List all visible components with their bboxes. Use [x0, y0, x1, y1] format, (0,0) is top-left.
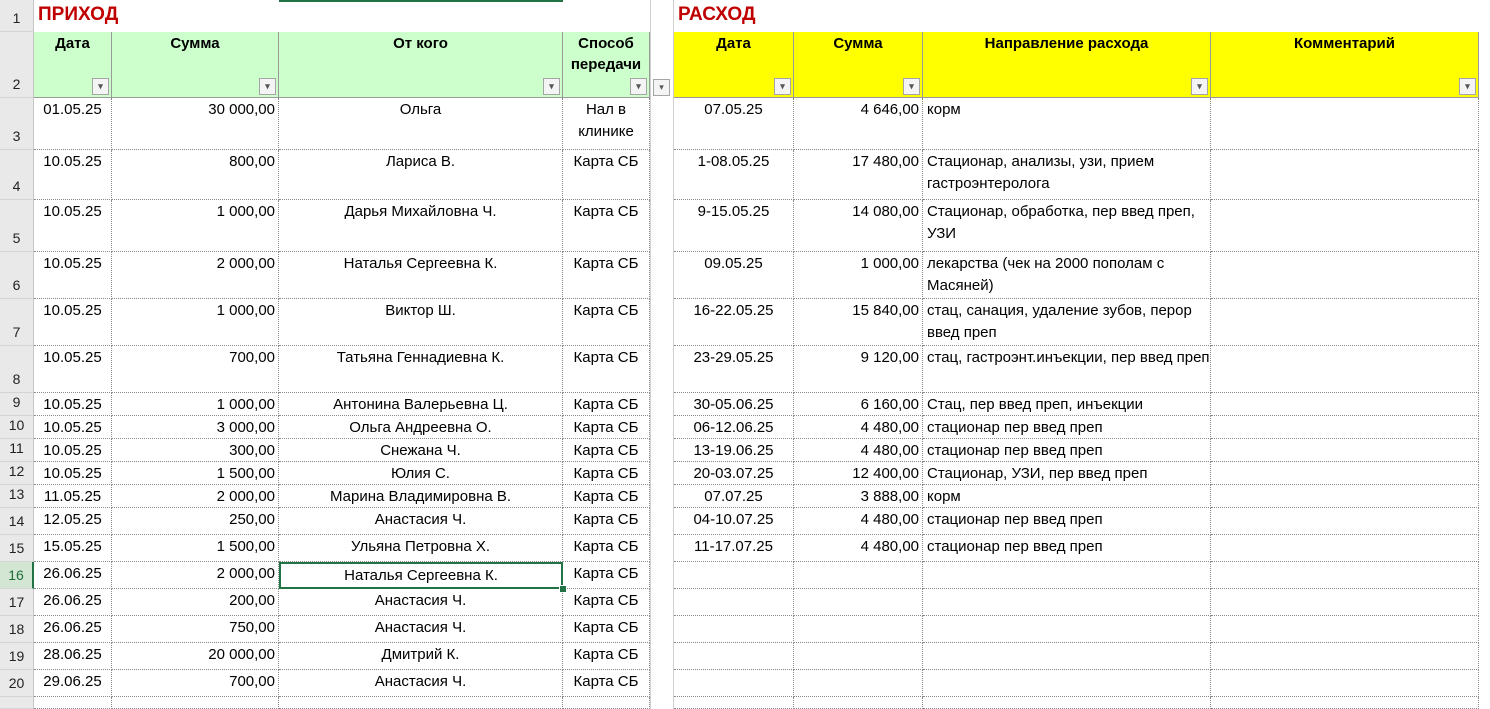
- expense-cell[interactable]: 1-08.05.25: [674, 150, 794, 200]
- expense-cell[interactable]: стационар пер введ преп: [923, 416, 1211, 439]
- expense-cell[interactable]: 4 480,00: [794, 439, 923, 462]
- filter-dropdown-icon[interactable]: ▾: [774, 78, 791, 95]
- row-header[interactable]: 13: [0, 485, 34, 508]
- income-cell[interactable]: [34, 697, 112, 709]
- expense-cell[interactable]: [1211, 697, 1479, 709]
- expense-cell[interactable]: [923, 562, 1211, 589]
- income-cell[interactable]: Ольга: [279, 98, 563, 150]
- income-cell[interactable]: Юлия С.: [279, 462, 563, 485]
- income-cell[interactable]: Дмитрий К.: [279, 643, 563, 670]
- income-cell[interactable]: Анастасия Ч.: [279, 670, 563, 697]
- expense-cell[interactable]: [674, 616, 794, 643]
- income-cell[interactable]: 10.05.25: [34, 439, 112, 462]
- expense-cell[interactable]: [923, 616, 1211, 643]
- expense-cell[interactable]: 6 160,00: [794, 393, 923, 416]
- income-cell[interactable]: 10.05.25: [34, 416, 112, 439]
- income-cell[interactable]: 1 500,00: [112, 535, 279, 562]
- expense-cell[interactable]: 4 480,00: [794, 508, 923, 535]
- expense-cell[interactable]: [674, 643, 794, 670]
- income-cell[interactable]: Анастасия Ч.: [279, 616, 563, 643]
- expense-cell[interactable]: [1211, 252, 1479, 299]
- expense-cell[interactable]: 4 480,00: [794, 535, 923, 562]
- income-cell[interactable]: 200,00: [112, 589, 279, 616]
- income-cell[interactable]: 700,00: [112, 670, 279, 697]
- income-cell[interactable]: Ольга Андреевна О.: [279, 416, 563, 439]
- income-cell[interactable]: 30 000,00: [112, 98, 279, 150]
- filter-dropdown-icon[interactable]: ▾: [1191, 78, 1208, 95]
- column-gap: [650, 0, 674, 709]
- expense-cell[interactable]: [1211, 416, 1479, 439]
- income-cell[interactable]: Карта СБ: [563, 252, 650, 299]
- expense-cell[interactable]: корм: [923, 98, 1211, 150]
- expense-cell[interactable]: 16-22.05.25: [674, 299, 794, 346]
- income-cell[interactable]: Карта СБ: [563, 670, 650, 697]
- row-header[interactable]: 12: [0, 462, 34, 485]
- expense-cell[interactable]: 11-17.07.25: [674, 535, 794, 562]
- expense-cell[interactable]: лекарства (чек на 2000 пополам с Масяней): [923, 252, 1211, 299]
- filter-dropdown-icon[interactable]: ▾: [1459, 78, 1476, 95]
- expense-cell[interactable]: 06-12.06.25: [674, 416, 794, 439]
- income-cell[interactable]: 2 000,00: [112, 252, 279, 299]
- selected-column-indicator: [279, 0, 563, 2]
- expense-cell[interactable]: [794, 589, 923, 616]
- expense-cell[interactable]: 9 120,00: [794, 346, 923, 393]
- row-header[interactable]: 19: [0, 643, 34, 670]
- income-cell[interactable]: 26.06.25: [34, 562, 112, 589]
- expense-cell[interactable]: [1211, 508, 1479, 535]
- income-cell[interactable]: 10.05.25: [34, 393, 112, 416]
- income-cell[interactable]: Виктор Ш.: [279, 299, 563, 346]
- income-cell[interactable]: Анастасия Ч.: [279, 589, 563, 616]
- income-cell[interactable]: 10.05.25: [34, 200, 112, 252]
- filter-dropdown-icon[interactable]: ▾: [543, 78, 560, 95]
- income-cell[interactable]: Карта СБ: [563, 462, 650, 485]
- expense-cell[interactable]: [923, 589, 1211, 616]
- expense-cell[interactable]: [923, 697, 1211, 709]
- expense-cell[interactable]: [794, 670, 923, 697]
- income-cell[interactable]: 26.06.25: [34, 616, 112, 643]
- row-header[interactable]: 20: [0, 670, 34, 697]
- income-cell[interactable]: Ульяна Петровна Х.: [279, 535, 563, 562]
- fill-handle[interactable]: [559, 585, 567, 593]
- expense-cell[interactable]: 12 400,00: [794, 462, 923, 485]
- expense-cell[interactable]: [1211, 346, 1479, 393]
- expense-cell[interactable]: 15 840,00: [794, 299, 923, 346]
- expense-cell[interactable]: 09.05.25: [674, 252, 794, 299]
- income-cell[interactable]: 2 000,00: [112, 485, 279, 508]
- expense-cell[interactable]: [1211, 439, 1479, 462]
- expense-cell[interactable]: [923, 670, 1211, 697]
- income-title: ПРИХОД: [38, 4, 119, 25]
- expense-cell[interactable]: Стационар, обработка, пер введ преп, УЗИ: [923, 200, 1211, 252]
- row-header[interactable]: 8: [0, 346, 34, 393]
- expense-cell[interactable]: [1211, 299, 1479, 346]
- expense-cell[interactable]: Стационар, УЗИ, пер введ преп: [923, 462, 1211, 485]
- expense-cell[interactable]: корм: [923, 485, 1211, 508]
- income-cell[interactable]: Антонина Валерьевна Ц.: [279, 393, 563, 416]
- row-header[interactable]: 16: [0, 562, 34, 589]
- expense-cell[interactable]: [794, 616, 923, 643]
- expense-cell[interactable]: 3 888,00: [794, 485, 923, 508]
- income-cell[interactable]: [112, 697, 279, 709]
- row-header[interactable]: 3: [0, 98, 34, 150]
- filter-dropdown-icon[interactable]: ▾: [903, 78, 920, 95]
- income-cell[interactable]: Карта СБ: [563, 508, 650, 535]
- filter-dropdown-icon[interactable]: ▾: [259, 78, 276, 95]
- filter-dropdown-icon[interactable]: ▾: [92, 78, 109, 95]
- row-header[interactable]: 11: [0, 439, 34, 462]
- income-cell[interactable]: Карта СБ: [563, 643, 650, 670]
- income-cell[interactable]: Карта СБ: [563, 393, 650, 416]
- income-cell[interactable]: Карта СБ: [563, 200, 650, 252]
- income-cell[interactable]: 20 000,00: [112, 643, 279, 670]
- income-cell[interactable]: 10.05.25: [34, 299, 112, 346]
- income-cell[interactable]: 2 000,00: [112, 562, 279, 589]
- expense-header-2[interactable]: Направление расхода ▾: [923, 32, 1211, 98]
- income-cell[interactable]: 11.05.25: [34, 485, 112, 508]
- income-cell[interactable]: 3 000,00: [112, 416, 279, 439]
- income-cell[interactable]: 1 500,00: [112, 462, 279, 485]
- income-cell[interactable]: 1 000,00: [112, 200, 279, 252]
- expense-cell[interactable]: [1211, 393, 1479, 416]
- income-cell[interactable]: Карта СБ: [563, 562, 650, 589]
- income-cell[interactable]: Снежана Ч.: [279, 439, 563, 462]
- expense-cell[interactable]: стационар пер введ преп: [923, 439, 1211, 462]
- income-cell[interactable]: 29.06.25: [34, 670, 112, 697]
- expense-cell[interactable]: [794, 643, 923, 670]
- income-cell[interactable]: 300,00: [112, 439, 279, 462]
- expense-cell[interactable]: 04-10.07.25: [674, 508, 794, 535]
- income-cell[interactable]: 10.05.25: [34, 150, 112, 200]
- expense-cell[interactable]: 23-29.05.25: [674, 346, 794, 393]
- active-cell[interactable]: Наталья Сергеевна К.: [279, 562, 563, 589]
- income-cell[interactable]: Дарья Михайловна Ч.: [279, 200, 563, 252]
- income-header-2[interactable]: От кого ▾: [279, 32, 563, 98]
- income-cell[interactable]: Татьяна Геннадиевна К.: [279, 346, 563, 393]
- income-cell[interactable]: 26.06.25: [34, 589, 112, 616]
- income-cell[interactable]: 750,00: [112, 616, 279, 643]
- expense-cell[interactable]: 4 480,00: [794, 416, 923, 439]
- expense-cell[interactable]: 07.05.25: [674, 98, 794, 150]
- income-cell[interactable]: Лариса В.: [279, 150, 563, 200]
- income-cell[interactable]: Карта СБ: [563, 589, 650, 616]
- income-header-3[interactable]: Способ передачи ▾: [563, 32, 650, 98]
- expense-cell[interactable]: [674, 697, 794, 709]
- expense-cell[interactable]: Стационар, анализы, узи, прием гастроэнтеролога: [923, 150, 1211, 200]
- expense-cell[interactable]: [1211, 462, 1479, 485]
- expense-header-1[interactable]: Сумма ▾: [794, 32, 923, 98]
- income-cell[interactable]: Карта СБ: [563, 439, 650, 462]
- expense-cell[interactable]: [794, 697, 923, 709]
- row-header[interactable]: 18: [0, 616, 34, 643]
- income-cell[interactable]: Карта СБ: [563, 416, 650, 439]
- expense-cell[interactable]: [1211, 670, 1479, 697]
- expense-cell[interactable]: стационар пер введ преп: [923, 508, 1211, 535]
- filter-dropdown-icon[interactable]: ▾: [653, 79, 670, 96]
- expense-cell[interactable]: 14 080,00: [794, 200, 923, 252]
- expense-cell[interactable]: [794, 562, 923, 589]
- expense-cell[interactable]: 20-03.07.25: [674, 462, 794, 485]
- income-cell[interactable]: 28.06.25: [34, 643, 112, 670]
- expense-cell[interactable]: 13-19.06.25: [674, 439, 794, 462]
- income-cell[interactable]: Карта СБ: [563, 485, 650, 508]
- income-cell[interactable]: 12.05.25: [34, 508, 112, 535]
- row-header[interactable]: [0, 697, 34, 709]
- expense-cell[interactable]: [1211, 200, 1479, 252]
- expense-cell[interactable]: стац, санация, удаление зубов, перор введ преп: [923, 299, 1211, 346]
- expense-cell[interactable]: [1211, 589, 1479, 616]
- expense-cell[interactable]: 4 646,00: [794, 98, 923, 150]
- income-cell[interactable]: Наталья Сергеевна К.: [279, 252, 563, 299]
- expense-cell[interactable]: [1211, 535, 1479, 562]
- expense-cell[interactable]: [1211, 643, 1479, 670]
- expense-cell[interactable]: 1 000,00: [794, 252, 923, 299]
- income-cell[interactable]: 1 000,00: [112, 299, 279, 346]
- income-cell[interactable]: 700,00: [112, 346, 279, 393]
- income-cell[interactable]: 800,00: [112, 150, 279, 200]
- expense-header-0[interactable]: Дата ▾: [674, 32, 794, 98]
- income-cell[interactable]: Карта СБ: [563, 535, 650, 562]
- expense-cell[interactable]: [1211, 98, 1479, 150]
- income-cell[interactable]: [563, 697, 650, 709]
- expense-cell[interactable]: [674, 589, 794, 616]
- income-cell[interactable]: Карта СБ: [563, 616, 650, 643]
- row-header[interactable]: 10: [0, 416, 34, 439]
- expense-cell[interactable]: 9-15.05.25: [674, 200, 794, 252]
- income-cell[interactable]: 15.05.25: [34, 535, 112, 562]
- expense-header-3[interactable]: Комментарий ▾: [1211, 32, 1479, 98]
- income-header-0[interactable]: Дата ▾: [34, 32, 112, 98]
- income-header-1[interactable]: Сумма ▾: [112, 32, 279, 98]
- income-cell[interactable]: 1 000,00: [112, 393, 279, 416]
- expense-cell[interactable]: 30-05.06.25: [674, 393, 794, 416]
- row-header[interactable]: 5: [0, 200, 34, 252]
- income-cell[interactable]: 10.05.25: [34, 252, 112, 299]
- row-header[interactable]: 4: [0, 150, 34, 200]
- row-header[interactable]: 14: [0, 508, 34, 535]
- expense-cell[interactable]: [674, 670, 794, 697]
- income-cell[interactable]: 10.05.25: [34, 462, 112, 485]
- row-header[interactable]: 6: [0, 252, 34, 299]
- income-cell[interactable]: Анастасия Ч.: [279, 508, 563, 535]
- expense-cell[interactable]: Стац, пер введ преп, инъекции: [923, 393, 1211, 416]
- row-header[interactable]: 7: [0, 299, 34, 346]
- expense-cell[interactable]: [674, 562, 794, 589]
- expense-cell[interactable]: [923, 643, 1211, 670]
- row-header[interactable]: 17: [0, 589, 34, 616]
- expense-cell[interactable]: [1211, 150, 1479, 200]
- expense-cell[interactable]: стационар пер введ преп: [923, 535, 1211, 562]
- income-cell[interactable]: Карта СБ: [563, 299, 650, 346]
- row-header[interactable]: 2: [0, 32, 34, 98]
- expense-cell[interactable]: 17 480,00: [794, 150, 923, 200]
- income-cell[interactable]: Карта СБ: [563, 346, 650, 393]
- expense-cell[interactable]: 07.07.25: [674, 485, 794, 508]
- income-cell[interactable]: Карта СБ: [563, 150, 650, 200]
- expense-cell[interactable]: [1211, 485, 1479, 508]
- income-cell[interactable]: 10.05.25: [34, 346, 112, 393]
- expense-cell[interactable]: [1211, 616, 1479, 643]
- income-cell[interactable]: 01.05.25: [34, 98, 112, 150]
- row-header[interactable]: 9: [0, 393, 34, 416]
- row-header[interactable]: 15: [0, 535, 34, 562]
- expense-cell[interactable]: стац, гастроэнт.инъекции, пер введ преп: [923, 346, 1211, 393]
- expense-title: РАСХОД: [678, 4, 756, 25]
- row-header[interactable]: 1: [0, 0, 34, 32]
- income-cell[interactable]: Марина Владимировна В.: [279, 485, 563, 508]
- income-cell[interactable]: 250,00: [112, 508, 279, 535]
- filter-dropdown-icon[interactable]: ▾: [630, 78, 647, 95]
- expense-cell[interactable]: [1211, 562, 1479, 589]
- income-cell[interactable]: [279, 697, 563, 709]
- income-cell[interactable]: Нал в клинике: [563, 98, 650, 150]
